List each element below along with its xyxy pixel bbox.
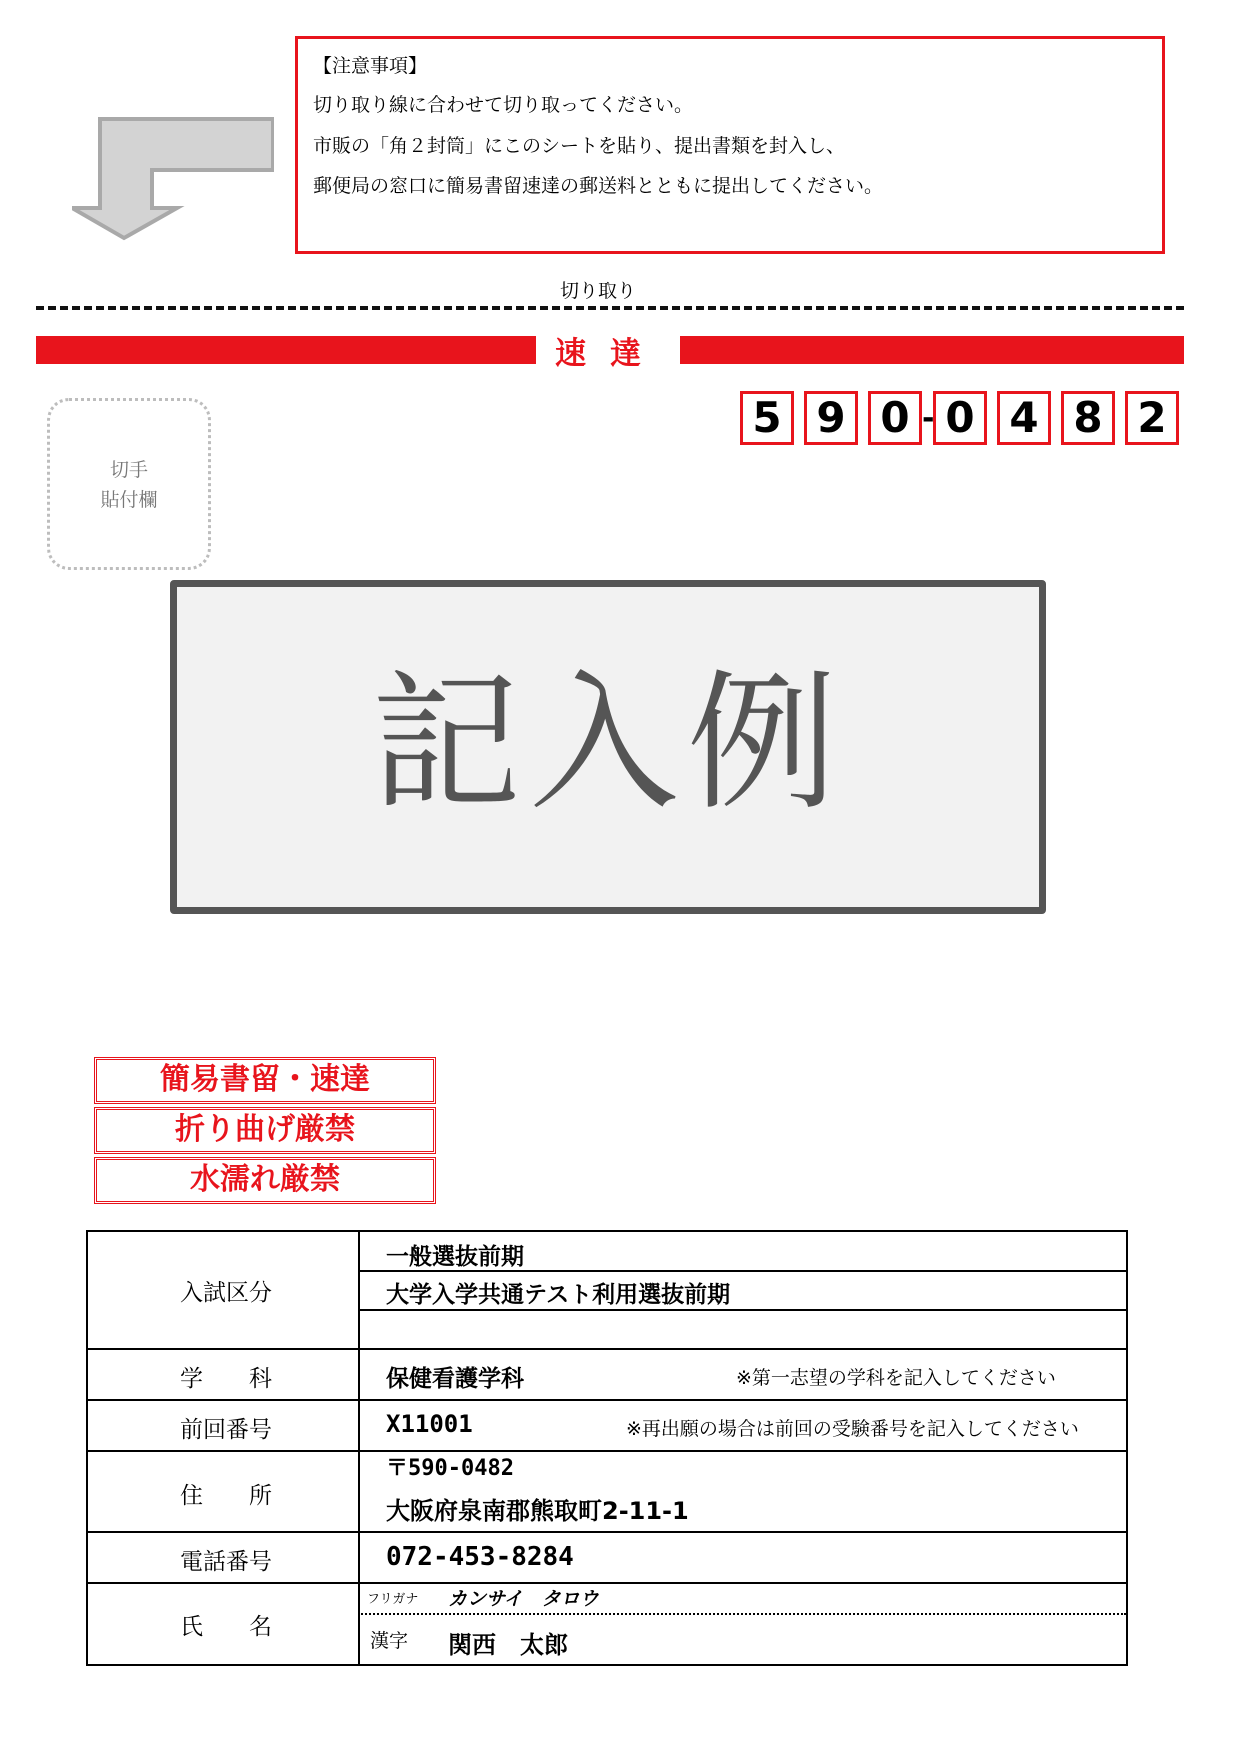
cut-line [36,306,1184,310]
mail-label-registered-express: 簡易書留・速達 [94,1057,436,1104]
row-divider [88,1348,1126,1350]
kanji-label: 漢字 [370,1630,409,1652]
previous-number-label: 前回番号 [180,1417,272,1443]
postal-digit-1: 5 [740,391,794,445]
notice-line-2: 市販の「角２封筒」にこのシートを貼り、提出書類を封入し、 [313,135,846,157]
postal-digit-6: 8 [1061,391,1115,445]
sub-row-divider [358,1309,1126,1311]
phone-label: 電話番号 [180,1549,272,1575]
phone-value: 072-453-8284 [386,1542,574,1572]
sample-label: 記入例 [370,657,845,831]
row-divider [88,1531,1126,1533]
postal-dash: - [922,401,935,436]
row-divider [88,1399,1126,1401]
postal-digit-2: 9 [804,391,858,445]
department-value: 保健看護学科 [386,1366,524,1392]
row-divider [88,1450,1126,1452]
postal-digit-3: 0 [868,391,922,445]
exam-type-value-1: 一般選抜前期 [386,1244,524,1270]
mail-label-do-not-bend: 折り曲げ厳禁 [94,1107,436,1154]
furigana-value: カンサイ タロウ [448,1588,599,1610]
name-label: 氏 名 [180,1614,272,1640]
notice-box [295,36,1165,254]
department-note: ※第一志望の学科を記入してください [736,1367,1056,1389]
exam-type-value-2: 大学入学共通テスト利用選抜前期 [386,1282,731,1308]
stamp-label-2: 貼付欄 [100,489,158,511]
exam-type-label: 入試区分 [180,1280,272,1306]
notice-title: 【注意事項】 [313,55,428,77]
express-bar-left [36,336,536,364]
postal-digit-4: 0 [933,391,987,445]
stamp-label-1: 切手 [109,459,148,481]
furigana-label: フリガナ [367,1592,419,1607]
notice-line-1: 切り取り線に合わせて切り取ってください。 [313,94,694,116]
sample-box [170,580,1046,914]
address-postal: 〒590-0482 [386,1456,514,1481]
express-label: 速達 [555,336,665,372]
application-form-table [86,1230,1128,1666]
postal-digit-7: 2 [1125,391,1179,445]
name-sub-divider [358,1613,1126,1615]
mail-label-keep-dry: 水濡れ厳禁 [94,1157,436,1204]
stamp-area [47,398,211,570]
previous-number-value: X11001 [386,1410,473,1438]
previous-number-note: ※再出願の場合は前回の受験番号を記入してください [626,1418,1079,1440]
express-bar-right [680,336,1184,364]
address-label: 住 所 [180,1483,272,1509]
kanji-value: 関西 太郎 [448,1631,568,1659]
notice-line-3: 郵便局の窓口に簡易書留速達の郵送料とともに提出してください。 [313,175,884,197]
cut-label: 切り取り [560,280,637,302]
down-left-arrow-icon [72,116,274,242]
department-label: 学 科 [180,1366,272,1392]
postal-digit-5: 4 [997,391,1051,445]
row-divider [88,1582,1126,1584]
address-value: 大阪府泉南郡熊取町2-11-1 [386,1497,689,1525]
